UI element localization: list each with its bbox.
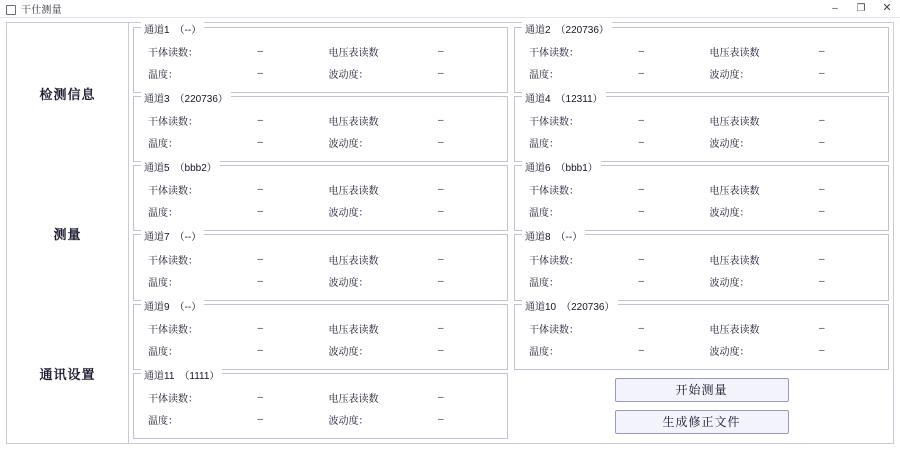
channel-title: 通道11 （1111） [141, 367, 222, 382]
channel-group [514, 165, 889, 231]
channel-group [133, 301, 508, 370]
fluctuation-value: – [818, 275, 825, 287]
channel-fields [521, 314, 882, 365]
channel-title: 通道2 （220736） [522, 21, 612, 36]
minimize-icon[interactable]: – [832, 2, 838, 14]
temperature-label: 温度： [529, 70, 559, 82]
dry-reading-label: 干体读数： [148, 324, 198, 336]
temperature-field [521, 66, 702, 81]
dry-reading-field [140, 182, 321, 197]
temperature-label: 温度： [148, 139, 178, 151]
voltmeter-reading-value: – [818, 184, 825, 196]
fluctuation-value: – [437, 275, 444, 287]
voltmeter-reading-value: – [437, 253, 444, 265]
sidebar-item-measurement[interactable]: 测量 [53, 226, 82, 242]
channel-row-temp [521, 66, 882, 81]
temperature-value: – [257, 206, 264, 218]
main-panel [128, 22, 894, 444]
generate-correction-file-button[interactable]: 生成修正文件 [615, 410, 789, 434]
app-window-icon [6, 4, 16, 14]
channel-fields [140, 37, 501, 88]
temperature-field [521, 135, 702, 150]
channel-row-temp [140, 412, 501, 427]
dry-reading-value: – [257, 253, 264, 265]
temperature-field [521, 204, 702, 219]
temperature-label: 温度： [529, 346, 559, 358]
dry-reading-label: 干体读数： [529, 117, 579, 129]
channel-row-readings [140, 321, 501, 336]
channel-row-readings [521, 182, 882, 197]
fluctuation-value: – [437, 68, 444, 80]
temperature-field [521, 343, 702, 358]
voltmeter-reading-label: 电压表读数 [709, 324, 760, 336]
dry-reading-field [140, 252, 321, 267]
fluctuation-label: 波动度： [328, 415, 369, 427]
fluctuation-field [321, 274, 502, 289]
temperature-label: 温度： [529, 208, 559, 220]
dry-reading-field [521, 252, 702, 267]
channel-group [133, 96, 508, 162]
dry-reading-value: – [257, 391, 264, 403]
dry-reading-field [140, 113, 321, 128]
channel-row-readings [140, 182, 501, 197]
voltmeter-reading-value: – [818, 115, 825, 127]
temperature-value: – [257, 68, 264, 80]
temperature-value: – [638, 206, 645, 218]
dry-reading-field [140, 321, 321, 336]
voltmeter-reading-value: – [437, 46, 444, 58]
fluctuation-value: – [818, 344, 825, 356]
voltmeter-reading-field [321, 390, 502, 405]
temperature-field [140, 135, 321, 150]
fluctuation-field [702, 204, 883, 219]
dry-reading-label: 干体读数： [148, 48, 198, 60]
start-measure-button[interactable]: 开始测量 [615, 378, 789, 402]
dry-reading-value: – [257, 184, 264, 196]
voltmeter-reading-field [702, 113, 883, 128]
voltmeter-reading-value: – [437, 391, 444, 403]
channel-row-readings [521, 252, 882, 267]
temperature-field [140, 204, 321, 219]
channel-group [514, 96, 889, 162]
channel-row-temp [521, 343, 882, 358]
channel-group [514, 27, 889, 93]
temperature-label: 温度： [529, 139, 559, 151]
window-content [0, 18, 900, 450]
channel-group [133, 370, 508, 439]
fluctuation-field [702, 274, 883, 289]
dry-reading-label: 干体读数： [529, 186, 579, 198]
dry-reading-field [140, 44, 321, 59]
dry-reading-value: – [638, 115, 645, 127]
channel-row-temp [140, 135, 501, 150]
close-icon[interactable]: ✕ [882, 2, 892, 14]
channel-row-temp [140, 204, 501, 219]
fluctuation-field [702, 343, 883, 358]
channel-fields [521, 106, 882, 157]
fluctuation-value: – [437, 413, 444, 425]
voltmeter-reading-field [321, 252, 502, 267]
fluctuation-field [321, 135, 502, 150]
voltmeter-reading-label: 电压表读数 [709, 186, 760, 198]
temperature-label: 温度： [148, 346, 178, 358]
dry-reading-label: 干体读数： [148, 186, 198, 198]
channel-group [514, 301, 889, 370]
fluctuation-value: – [818, 137, 825, 149]
voltmeter-reading-field [321, 113, 502, 128]
channel-group [133, 27, 508, 93]
dry-reading-label: 干体读数： [148, 393, 198, 405]
temperature-value: – [638, 275, 645, 287]
temperature-label: 温度： [148, 208, 178, 220]
fluctuation-value: – [437, 206, 444, 218]
dry-reading-label: 干体读数： [529, 324, 579, 336]
channel-group [514, 234, 889, 300]
window-title: 干仕测量 [21, 5, 62, 16]
dry-reading-field [521, 182, 702, 197]
voltmeter-reading-value: – [818, 46, 825, 58]
temperature-label: 温度： [148, 70, 178, 82]
channel-fields [140, 175, 501, 226]
voltmeter-reading-label: 电压表读数 [328, 255, 379, 267]
temperature-value: – [638, 68, 645, 80]
voltmeter-reading-label: 电压表读数 [328, 393, 379, 405]
maximize-icon[interactable]: ❐ [856, 2, 866, 14]
fluctuation-value: – [437, 344, 444, 356]
voltmeter-reading-label: 电压表读数 [328, 186, 379, 198]
dry-reading-field [521, 44, 702, 59]
fluctuation-field [702, 135, 883, 150]
fluctuation-field [321, 412, 502, 427]
temperature-value: – [638, 344, 645, 356]
temperature-field [140, 66, 321, 81]
dry-reading-value: – [257, 115, 264, 127]
channel-row-readings [140, 390, 501, 405]
temperature-field [521, 274, 702, 289]
voltmeter-reading-label: 电压表读数 [709, 255, 760, 267]
temperature-value: – [257, 344, 264, 356]
voltmeter-reading-field [321, 182, 502, 197]
channel-row-readings [140, 113, 501, 128]
voltmeter-reading-field [702, 252, 883, 267]
voltmeter-reading-label: 电压表读数 [328, 117, 379, 129]
fluctuation-field [702, 66, 883, 81]
channel-title: 通道7 （--） [141, 228, 204, 243]
fluctuation-value: – [437, 137, 444, 149]
channel-fields [140, 383, 501, 434]
fluctuation-field [321, 204, 502, 219]
channel-row-readings [521, 44, 882, 59]
temperature-field [140, 343, 321, 358]
channel-group [133, 165, 508, 231]
channel-row-temp [140, 274, 501, 289]
temperature-label: 温度： [529, 277, 559, 289]
temperature-field [140, 274, 321, 289]
sidebar-item-comm-settings[interactable]: 通讯设置 [39, 366, 96, 382]
voltmeter-reading-field [702, 321, 883, 336]
channel-title: 通道9 （--） [141, 298, 204, 313]
channel-fields [140, 244, 501, 295]
channel-grid [133, 27, 889, 439]
dry-reading-value: – [257, 322, 264, 334]
temperature-value: – [257, 413, 264, 425]
temperature-label: 温度： [148, 277, 178, 289]
fluctuation-field [321, 343, 502, 358]
voltmeter-reading-field [321, 44, 502, 59]
dry-reading-value: – [638, 184, 645, 196]
channel-fields [521, 175, 882, 226]
channel-fields [140, 106, 501, 157]
voltmeter-reading-field [702, 44, 883, 59]
temperature-value: – [257, 275, 264, 287]
fluctuation-label: 波动度： [328, 346, 369, 358]
voltmeter-reading-label: 电压表读数 [709, 48, 760, 60]
voltmeter-reading-value: – [437, 322, 444, 334]
title-bar [0, 0, 900, 18]
voltmeter-reading-value: – [437, 115, 444, 127]
channel-row-readings [521, 113, 882, 128]
fluctuation-label: 波动度： [328, 70, 369, 82]
fluctuation-label: 波动度： [709, 139, 750, 151]
temperature-value: – [638, 137, 645, 149]
channel-fields [521, 37, 882, 88]
dry-reading-value: – [638, 322, 645, 334]
channel-title: 通道4 （12311） [522, 90, 606, 105]
dry-reading-field [521, 113, 702, 128]
channel-row-temp [140, 66, 501, 81]
channel-title: 通道3 （220736） [141, 90, 231, 105]
channel-title: 通道10 （220736） [522, 298, 618, 313]
channel-title: 通道8 （--） [522, 228, 585, 243]
channel-row-readings [140, 44, 501, 59]
channel-row-readings [521, 321, 882, 336]
voltmeter-reading-label: 电压表读数 [328, 48, 379, 60]
temperature-value: – [257, 137, 264, 149]
dry-reading-label: 干体读数： [529, 255, 579, 267]
temperature-label: 温度： [148, 415, 178, 427]
channel-row-temp [140, 343, 501, 358]
voltmeter-reading-value: – [818, 253, 825, 265]
temperature-field [140, 412, 321, 427]
sidebar-item-detection-info[interactable]: 检测信息 [39, 86, 96, 102]
voltmeter-reading-field [321, 321, 502, 336]
fluctuation-label: 波动度： [709, 346, 750, 358]
fluctuation-label: 波动度： [709, 277, 750, 289]
sidebar [6, 22, 128, 444]
action-button-area [514, 373, 889, 439]
channel-row-readings [140, 252, 501, 267]
dry-reading-field [140, 390, 321, 405]
dry-reading-label: 干体读数： [529, 48, 579, 60]
voltmeter-reading-label: 电压表读数 [709, 117, 760, 129]
voltmeter-reading-field [702, 182, 883, 197]
fluctuation-value: – [818, 68, 825, 80]
fluctuation-field [321, 66, 502, 81]
fluctuation-label: 波动度： [328, 208, 369, 220]
dry-reading-label: 干体读数： [148, 117, 198, 129]
channel-title: 通道1 （--） [141, 21, 204, 36]
dry-reading-field [521, 321, 702, 336]
dry-reading-value: – [638, 253, 645, 265]
voltmeter-reading-value: – [818, 322, 825, 334]
channel-title: 通道6 （bbb1） [522, 159, 601, 174]
voltmeter-reading-value: – [437, 184, 444, 196]
fluctuation-label: 波动度： [328, 277, 369, 289]
channel-title: 通道5 （bbb2） [141, 159, 220, 174]
fluctuation-label: 波动度： [709, 208, 750, 220]
dry-reading-label: 干体读数： [148, 255, 198, 267]
voltmeter-reading-label: 电压表读数 [328, 324, 379, 336]
fluctuation-label: 波动度： [328, 139, 369, 151]
dry-reading-value: – [257, 46, 264, 58]
channel-group [133, 234, 508, 300]
channel-row-temp [521, 204, 882, 219]
fluctuation-label: 波动度： [709, 70, 750, 82]
channel-fields [521, 244, 882, 295]
channel-row-temp [521, 274, 882, 289]
window-controls [822, 0, 900, 18]
fluctuation-value: – [818, 206, 825, 218]
channel-row-temp [521, 135, 882, 150]
dry-reading-value: – [638, 46, 645, 58]
channel-fields [140, 314, 501, 365]
